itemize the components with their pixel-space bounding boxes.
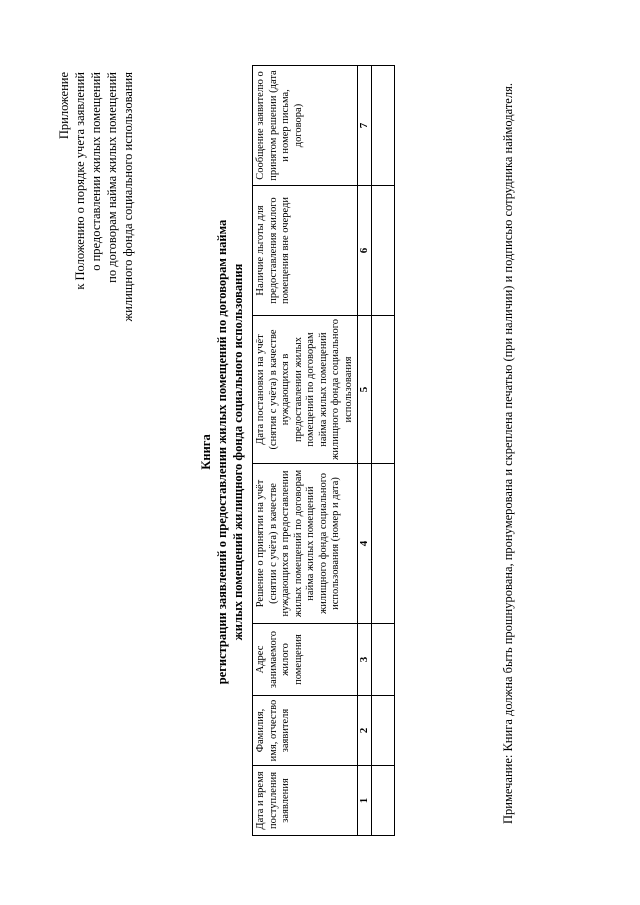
appendix-line: о предоставлении жилых помещений bbox=[89, 72, 103, 271]
empty-cell bbox=[371, 464, 394, 624]
empty-row bbox=[371, 66, 394, 836]
footnote: Примечание: Книга должна быть прошнурована, пронумерована и скреплена печатью (при наличии) и подписью сотрудника наймодателя. bbox=[501, 83, 515, 824]
header-row bbox=[253, 66, 358, 836]
empty-cell bbox=[371, 766, 394, 836]
header-cell: Дата постановки на учёт (снятия с учёта) в качестве нуждающихся в предоставлении жилых помещений по договорам найма жилых помещений жилищного фонда социального использования bbox=[253, 316, 358, 464]
column-number: 6 bbox=[358, 186, 372, 316]
header-cell: Дата и время поступления заявления bbox=[253, 766, 358, 836]
appendix-line: Приложение bbox=[57, 72, 71, 140]
book-title-block bbox=[198, 32, 246, 872]
empty-cell bbox=[371, 624, 394, 696]
header-cell: Фамилия, имя, отчество заявителя bbox=[253, 696, 358, 766]
empty-cell bbox=[371, 186, 394, 316]
empty-cell bbox=[371, 696, 394, 766]
header-cell: Решение о принятии на учёт (снятии с учёта) в качестве нуждающихся в предоставлении жилых помещений по договорам найма жилых помещений жилищного фонда социального использования (номер и дата) bbox=[253, 464, 358, 624]
column-number-row bbox=[358, 66, 372, 836]
book-subtitle-line2: жилых помещений жилищного фонда социального использования bbox=[231, 263, 245, 641]
empty-cell bbox=[371, 316, 394, 464]
register-table bbox=[252, 65, 395, 836]
header-cell: Наличие льготы для предоставления жилого помещения вне очереди bbox=[253, 186, 358, 316]
appendix-line: по договорам найма жилых помещений bbox=[105, 72, 119, 283]
appendix-block bbox=[56, 72, 136, 452]
appendix-line: к Положению о порядке учета заявлений bbox=[73, 72, 87, 290]
header-cell: Адрес занимаемого жилого помещения bbox=[253, 624, 358, 696]
rotated-sheet bbox=[40, 32, 600, 872]
book-subtitle-line1: регистрации заявлений о предоставлении жилых помещений по договорам найма bbox=[215, 219, 229, 685]
column-number: 2 bbox=[358, 696, 372, 766]
book-title: Книга bbox=[199, 434, 213, 470]
appendix-line: жилищного фонда социального использования bbox=[121, 72, 135, 322]
column-number: 4 bbox=[358, 464, 372, 624]
column-number: 1 bbox=[358, 766, 372, 836]
empty-cell bbox=[371, 66, 394, 186]
column-number: 7 bbox=[358, 66, 372, 186]
column-number: 5 bbox=[358, 316, 372, 464]
header-cell: Сообщение заявителю о принятом решении (дата и номер письма, договора) bbox=[253, 66, 358, 186]
column-number: 3 bbox=[358, 624, 372, 696]
